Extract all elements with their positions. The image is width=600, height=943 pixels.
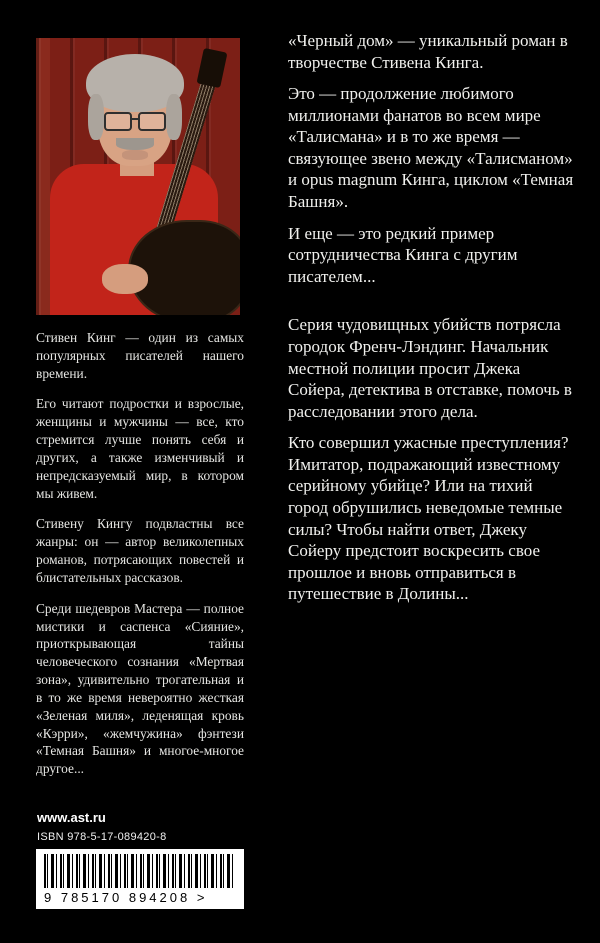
book-description-column bbox=[288, 30, 576, 615]
author-hand bbox=[102, 264, 148, 294]
author-bio-paragraph: Стивену Кингу подвластны все жанры: он — автор великолепных романов, потрясающих повестей и блистательных рассказов. bbox=[36, 516, 244, 585]
author-bio-column bbox=[36, 329, 244, 791]
author-bio-paragraph: Среди шедевров Мастера — полное мистики и саспенса «Сияние», приоткрывающая тайны человеческого сознания «Мертвая зона», удивительно трогательная и в то же время невероятно жесткая «Зеленая миля», леденящая кровь «Кэрри», «жемчужина» фэнтези «Темная Башня» и многое-многое другое... bbox=[36, 600, 244, 777]
author-hair-right bbox=[166, 94, 182, 140]
barcode-digits: 9 785170 894208 > bbox=[44, 890, 208, 905]
glasses-right-lens bbox=[138, 112, 166, 131]
about-book-block bbox=[288, 30, 576, 287]
isbn-text: ISBN 978-5-17-089420-8 bbox=[37, 831, 167, 843]
plot-block bbox=[288, 314, 576, 605]
glasses-left-lens bbox=[104, 112, 132, 131]
publisher-website: www.ast.ru bbox=[37, 810, 106, 825]
barcode-bars bbox=[44, 854, 236, 888]
barcode bbox=[36, 849, 244, 909]
plot-paragraph: Кто совершил ужасные преступления? Имитатор, подражающий известному серийному убийце? Или на тихий город обрушились неведомые темные силы? Чтобы найти ответ, Джеку Сойеру предстоит воскресить свое прошлое и вновь отправиться в путешествие в Долины... bbox=[288, 433, 569, 604]
author-photo bbox=[36, 38, 240, 315]
author-bio-paragraph: Стивен Кинг — один из самых популярных писателей нашего времени. bbox=[36, 330, 244, 381]
glasses-bridge bbox=[130, 118, 138, 120]
author-hair-left bbox=[88, 94, 104, 140]
guitar-body bbox=[128, 220, 240, 315]
about-book-paragraph: И еще — это редкий пример сотрудничества Кинга с другим писателем... bbox=[288, 223, 518, 286]
author-chin bbox=[122, 150, 148, 160]
author-bio-paragraph: Его читают подростки и взрослые, женщины и мужчины — все, кто стремится лучше понять себя и других, а также изменчивый и непредсказуемый мир, в котором мы живем. bbox=[36, 396, 244, 501]
author-mustache bbox=[116, 138, 154, 150]
about-book-paragraph: «Черный дом» — уникальный роман в творчестве Стивена Кинга. bbox=[288, 31, 568, 72]
guitar-headstock bbox=[197, 48, 228, 88]
about-book-paragraph: Это — продолжение любимого миллионами фанатов во всем мире «Талисмана» и в то же время — связующее звено между «Талисманом» и opus magnum Кинга, циклом «Темная Башня». bbox=[288, 84, 574, 212]
plot-paragraph: Серия чудовищных убийств потрясла городок Френч-Лэндинг. Начальник местной полиции просит Джека Сойера, детектива в отставке, помочь в расследовании этого дела. bbox=[288, 315, 572, 421]
